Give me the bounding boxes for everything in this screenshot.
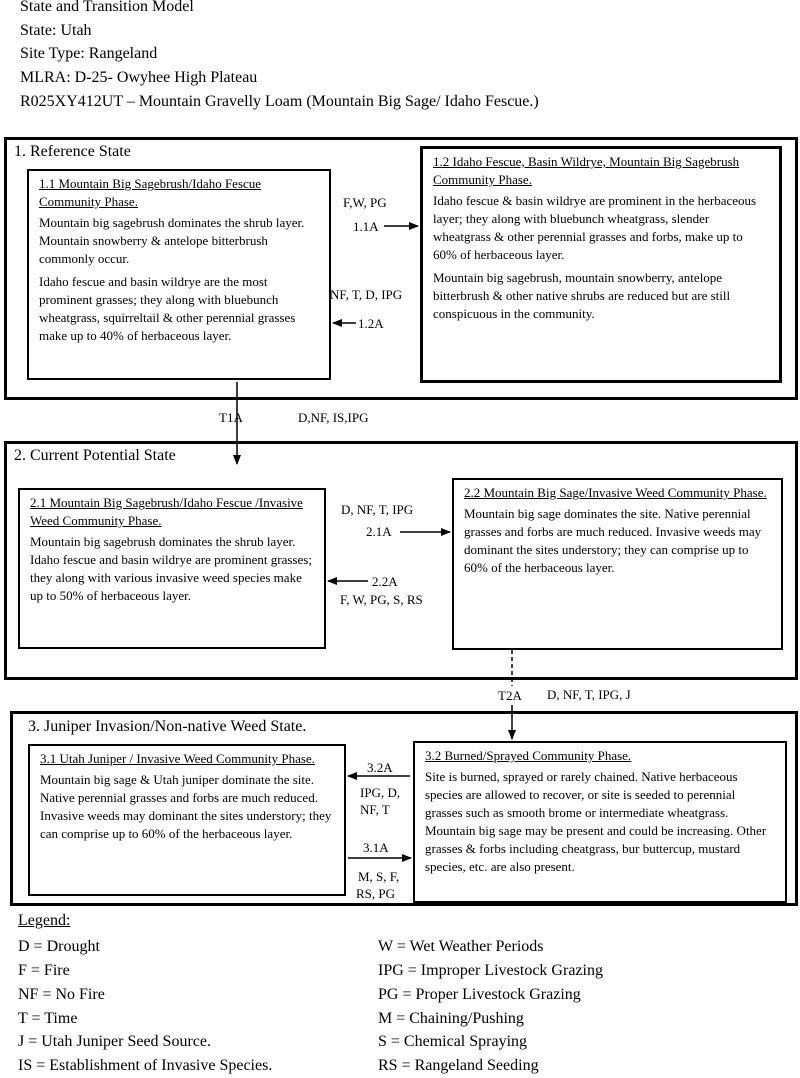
- legend-item-s: S = Chemical Spraying: [378, 1033, 528, 1050]
- phase-1-2-text-2: Mountain big sagebrush, mountain snowberry, antelope bitterbrush & other native shrubs are reduced but are still conspicuous in the community.: [433, 270, 731, 321]
- transition-1-1a-code: 1.1A: [353, 219, 379, 234]
- transition-2-2a-causes: F, W, PG, S, RS: [340, 592, 423, 607]
- legend-item-m: M = Chaining/Pushing: [378, 1010, 524, 1027]
- legend-item-j: J = Utah Juniper Seed Source.: [18, 1033, 211, 1050]
- transition-3-2a-causes-1: IPG, D,: [360, 785, 401, 800]
- phase-2-1-text-1: Mountain big sagebrush dominates the shrub layer. Idaho fescue and basin wildrye are prominent grasses; they along with various invasive weed species make up to 50% of herbaceous layer.: [30, 534, 312, 603]
- legend-item-w: W = Wet Weather Periods: [378, 938, 544, 955]
- phase-1-1-text-2: Idaho fescue and basin wildrye are the most prominent grasses; they along with bluebunch wheatgrass, squirreltail & other perennial grasses make up to 40% of herbaceous layer.: [39, 274, 296, 343]
- site-type-label: Site Type: Rangeland: [20, 45, 158, 62]
- legend-item-pg: PG = Proper Livestock Grazing: [378, 986, 581, 1003]
- legend-item-is: IS = Establishment of Invasive Species.: [18, 1057, 273, 1074]
- state-label: State: Utah: [20, 22, 92, 39]
- phase-1-1-title: 1.1 Mountain Big Sagebrush/Idaho Fescue Community Phase.: [39, 176, 262, 209]
- mlra-label: MLRA: D-25- Owyhee High Plateau: [20, 69, 258, 86]
- legend-item-nf: NF = No Fire: [18, 986, 105, 1003]
- transition-3-2a-code: 3.2A: [367, 760, 393, 775]
- transition-3-1a-code: 3.1A: [363, 840, 389, 855]
- legend-title: Legend:: [18, 912, 71, 929]
- transition-2-1a-causes: D, NF, T, IPG: [341, 502, 414, 517]
- legend-item-rs: RS = Rangeland Seeding: [378, 1057, 539, 1074]
- transition-2-1a-code: 2.1A: [366, 524, 392, 539]
- phase-2-1-title: 2.1 Mountain Big Sagebrush/Idaho Fescue /Invasive Weed Community Phase.: [30, 495, 303, 528]
- transition-t2a-causes: D, NF, T, IPG, J: [547, 687, 631, 702]
- transition-t2a-code: T2A: [498, 688, 522, 703]
- transition-3-2a-causes-2: NF, T: [360, 802, 390, 817]
- transition-1-2a-code: 1.2A: [358, 316, 384, 331]
- legend-item-f: F = Fire: [18, 962, 70, 979]
- transition-t1a-code: T1A: [219, 410, 243, 425]
- ecological-site-label: R025XY412UT – Mountain Gravelly Loam (Mountain Big Sage/ Idaho Fescue.): [20, 93, 539, 110]
- phase-3-2-title: 3.2 Burned/Sprayed Community Phase.: [425, 748, 632, 763]
- transition-3-1a-causes-1: M, S, F,: [358, 869, 400, 884]
- phase-3-2-text-1: Site is burned, sprayed or rarely chained. Native herbaceous species are allowed to recover, or site is seeded to perennial grasses such as smooth brome or intermediate wheatgrass. Mountain big sage may be present and could be increasing. Other grasses & forbs including cheatgrass, bur buttercup, mustard species, etc. are also present.: [425, 769, 767, 874]
- transition-t1a-causes: D,NF, IS,IPG: [298, 410, 369, 425]
- phase-1-2-title: 1.2 Idaho Fescue, Basin Wildrye, Mountain Big Sagebrush Community Phase.: [433, 154, 740, 187]
- legend-item-d: D = Drought: [18, 938, 100, 955]
- state-3-title: 3. Juniper Invasion/Non-native Weed State.: [28, 718, 307, 735]
- phase-2-2-title: 2.2 Mountain Big Sage/Invasive Weed Community Phase.: [464, 485, 767, 500]
- state-1-title: 1. Reference State: [14, 143, 131, 160]
- legend-item-ipg: IPG = Improper Livestock Grazing: [378, 962, 603, 979]
- transition-1-1a-causes: F,W, PG: [343, 195, 387, 210]
- state-2-title: 2. Current Potential State: [14, 447, 176, 464]
- phase-3-1-text-1: Mountain big sage & Utah juniper dominate the site. Native perennial grasses and forbs are much reduced. Invasive weeds may dominant the sites understory; they can comprise up to 60% of the herbaceous layer.: [40, 772, 332, 841]
- transition-3-1a-causes-2: RS, PG: [356, 886, 396, 901]
- transition-2-2a-code: 2.2A: [372, 574, 398, 589]
- phase-2-2-text-1: Mountain big sage dominates the site. Native perennial grasses and forbs are much reduced. Invasive weeds may dominant the sites understory; they can comprise up to 60% of the herbaceous layer.: [464, 506, 762, 575]
- phase-1-2-text-1: Idaho fescue & basin wildrye are prominent in the herbaceous layer; they along with bluebunch wheatgrass, slender wheatgrass & other perennial grasses and forbs, make up to 60% of herbaceous layer.: [433, 193, 757, 262]
- phase-1-1-text-1: Mountain big sagebrush dominates the shrub layer. Mountain snowberry & antelope bitterbrush commonly occur.: [39, 215, 305, 266]
- transition-1-2a-causes: NF, T, D, IPG: [330, 287, 403, 302]
- phase-3-1-title: 3.1 Utah Juniper / Invasive Weed Community Phase.: [40, 751, 315, 766]
- model-title: State and Transition Model: [20, 0, 194, 15]
- legend-item-t: T = Time: [18, 1010, 78, 1027]
